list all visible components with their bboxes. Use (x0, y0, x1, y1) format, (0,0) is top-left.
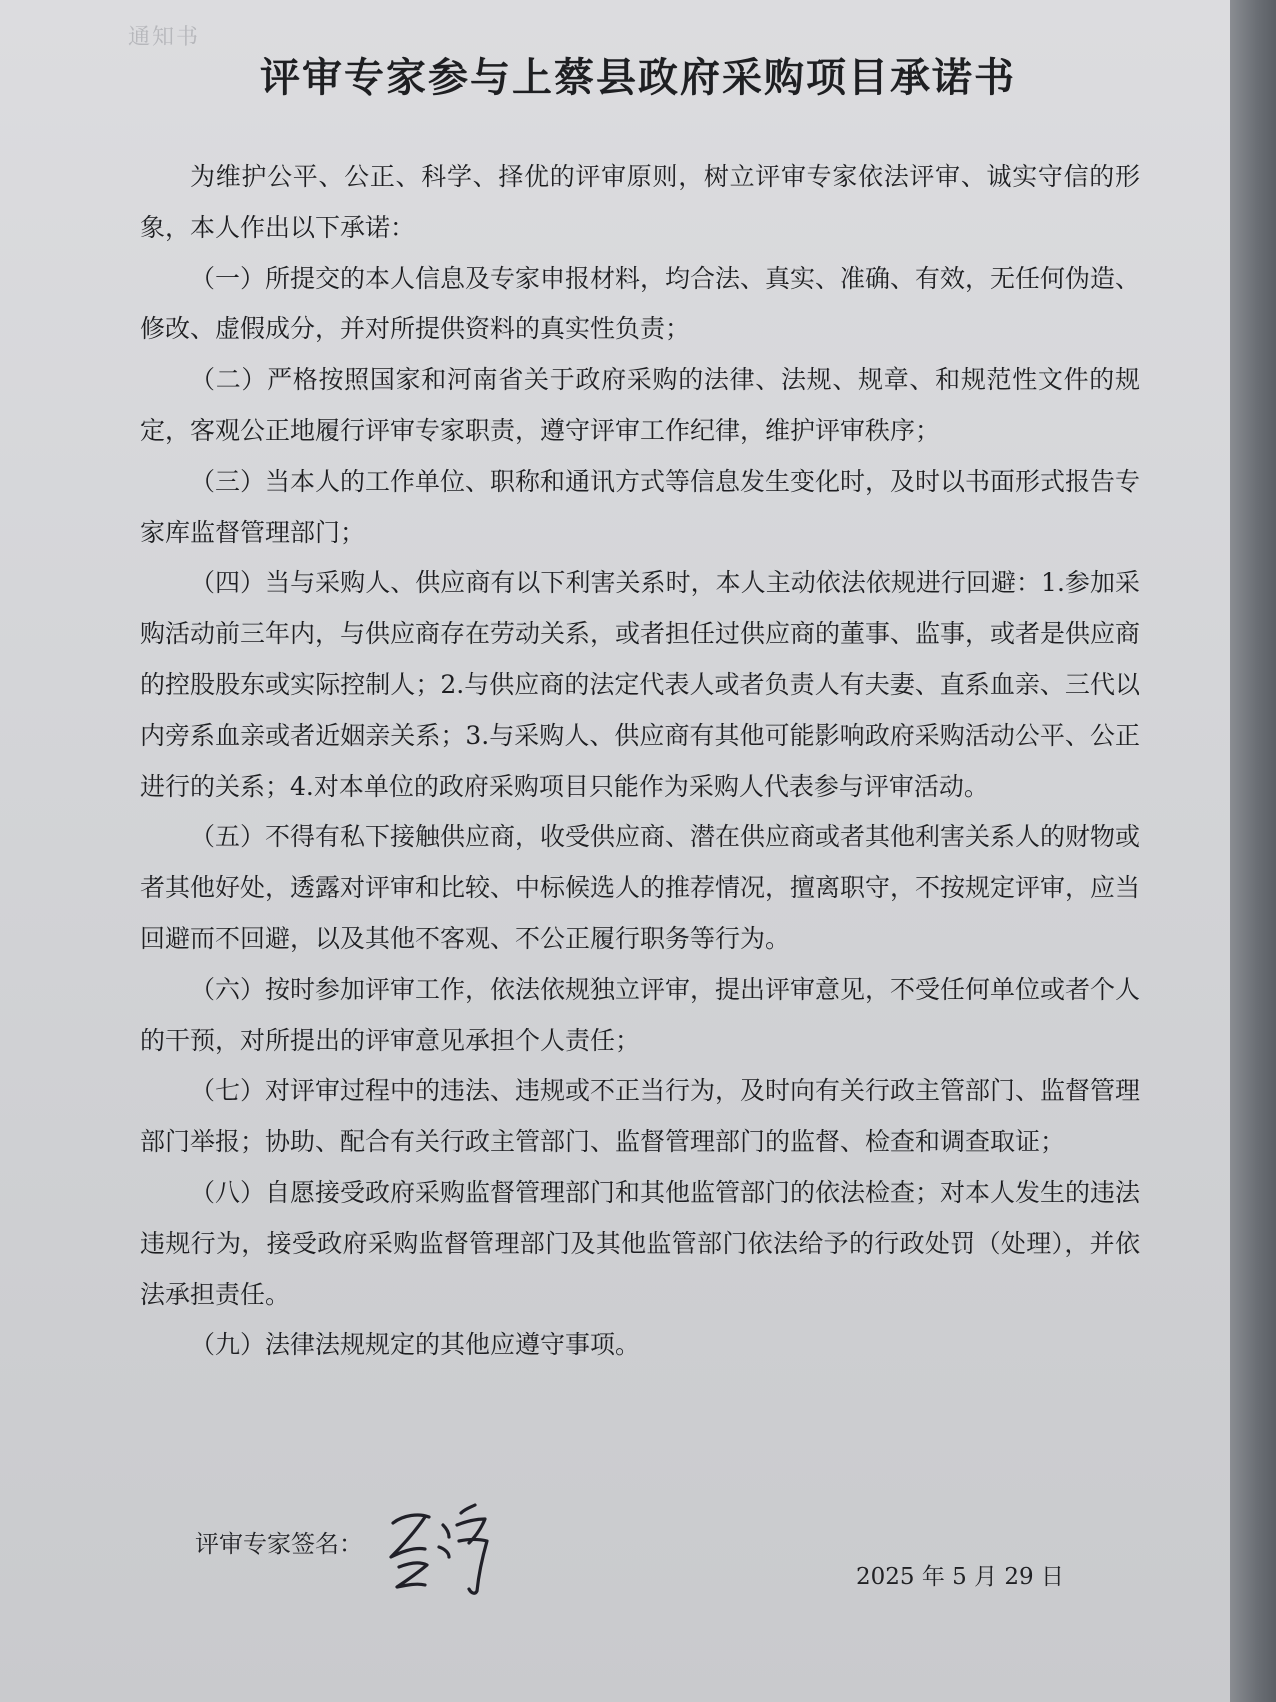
paragraph-item-8: （八）自愿接受政府采购监督管理部门和其他监管部门的依法检查；对本人发生的违法违规行为，接受政府采购监督管理部门及其他监管部门依法给予的行政处罚（处理），并依法承担责任。 (140, 1177, 1141, 1309)
signing-date: 2025 年 5 月 29 日 (856, 1564, 1064, 1590)
paragraph-item-6: （六）按时参加评审工作，依法依规独立评审，提出评审意见，不受任何单位或者个人的干预，对所提出的评审意见承担个人责任； (140, 974, 1141, 1055)
paragraph-item-5: （五）不得有私下接触供应商，收受供应商、潜在供应商或者其他利害关系人的财物或者其他好处，透露对评审和比较、中标候选人的推荐情况，擅离职守，不按规定评审，应当回避而不回避，以及其他不客观、不公正履行职务等行为。 (140, 822, 1141, 953)
paragraph-item-2: （二）严格按照国家和河南省关于政府采购的法律、法规、规章、和规范性文件的规定，客观公正地履行评审专家职责，遵守评审工作纪律，维护评审秩序； (140, 365, 1140, 445)
paragraph-item-7: （七）对评审过程中的违法、违规或不正当行为，及时向有关行政主管部门、监督管理部门举报；协助、配合有关行政主管部门、监督管理部门的监督、检查和调查取证； (140, 1076, 1141, 1157)
paragraph-item-4: （四）当与采购人、供应商有以下利害关系时，本人主动依法依规进行回避：1.参加采购活动前三年内，与供应商存在劳动关系，或者担任过供应商的董事、监事，或者是供应商的控股股东或实际控制人；2.与供应商的法定代表人或者负责人有夫妻、直系血亲、三代以内旁系血亲或者近姻亲关系；3.与采购人、供应商有其他可能影响政府采购活动公平、公正进行的关系；4.对本单位的政府采购项目只能作为采购人代表参与评审活动。 (140, 568, 1141, 801)
handwritten-signature (385, 1495, 505, 1605)
paragraph-item-3: （三）当本人的工作单位、职称和通讯方式等信息发生变化时，及时以书面形式报告专家库监督管理部门； (140, 466, 1141, 547)
document-title: 评审专家参与上蔡县政府采购项目承诺书 (260, 55, 1016, 101)
paragraph-item-9: （九）法律法规规定的其他应遵守事项。 (190, 1330, 641, 1360)
faint-header-mark: 通知书 (128, 25, 201, 50)
paragraph-intro: 为维护公平、公正、科学、择优的评审原则，树立评审专家依法评审、诚实守信的形象，本人作出以下承诺： (140, 162, 1140, 242)
paragraph-item-1: （一）所提交的本人信息及专家申报材料，均合法、真实、准确、有效，无任何伪造、修改、虚假成分，并对所提供资料的真实性负责； (140, 263, 1141, 344)
page-edge-shadow (1230, 0, 1276, 1702)
signature-label: 评审专家签名： (195, 1530, 363, 1558)
document-body (140, 152, 1140, 1371)
